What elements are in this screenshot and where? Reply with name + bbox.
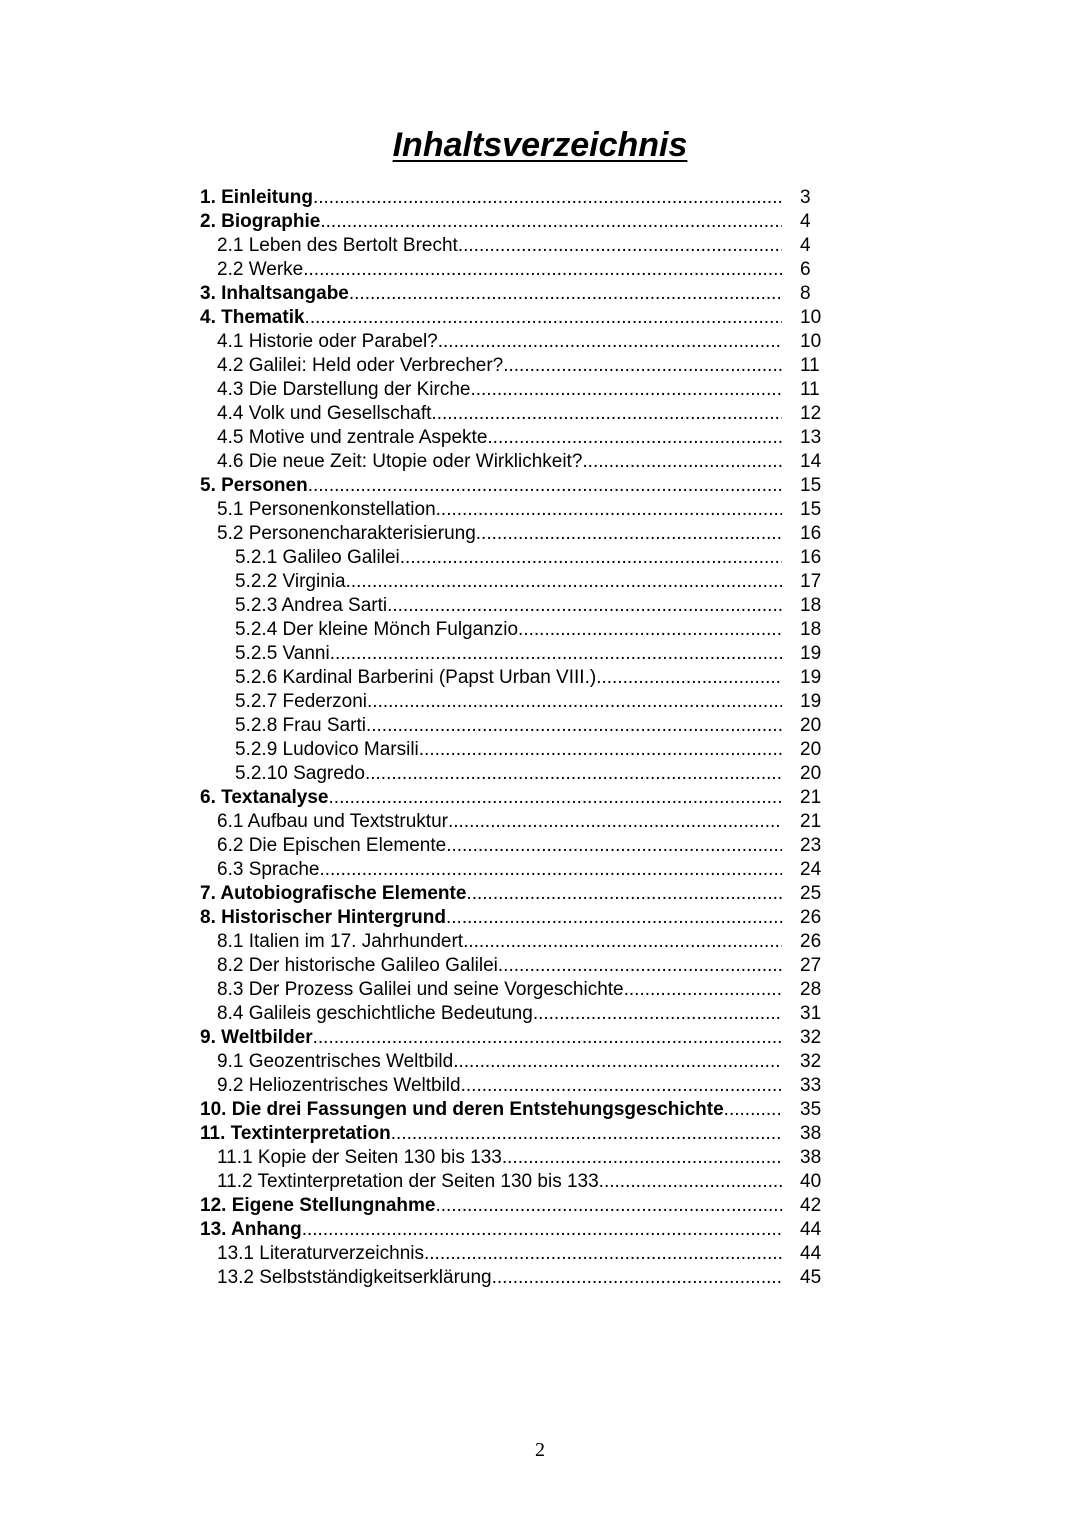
toc-entry xyxy=(200,186,830,210)
toc-entry xyxy=(200,978,830,1002)
toc-entry-text xyxy=(200,834,782,858)
toc-entry-text xyxy=(200,1026,782,1050)
toc-entry xyxy=(200,474,830,498)
toc-entry-page: 10 xyxy=(800,307,822,328)
toc-entry-text xyxy=(200,426,782,450)
toc-entry-text xyxy=(200,1074,782,1098)
toc-entry-label: 9. Weltbilder xyxy=(200,1027,313,1048)
toc-entry-label: 9.2 Heliozentrisches Weltbild xyxy=(217,1075,461,1096)
toc-entry-page: 44 xyxy=(800,1219,822,1240)
toc-entry-text xyxy=(200,882,782,906)
toc-entry-page: 23 xyxy=(800,835,822,856)
toc-entry-label: 2.1 Leben des Bertolt Brecht xyxy=(217,235,458,256)
toc-entry-page: 18 xyxy=(800,619,822,640)
toc-entry-text xyxy=(200,330,782,354)
toc-entry-page: 4 xyxy=(800,211,811,232)
toc-entry-label: 2. Biographie xyxy=(200,211,321,232)
toc-entry xyxy=(200,498,830,522)
toc-entry-label: 12. Eigene Stellungnahme xyxy=(200,1195,436,1216)
toc-dot-leader xyxy=(502,1146,782,1170)
toc-entry-text xyxy=(200,618,782,642)
toc-entry-text xyxy=(200,1050,782,1074)
toc-entry-label: 5.2.9 Ludovico Marsili xyxy=(235,739,419,760)
toc-entry-page: 31 xyxy=(800,1003,822,1024)
toc-entry xyxy=(200,1170,830,1194)
toc-entry xyxy=(200,666,830,690)
toc-dot-leader xyxy=(313,1026,782,1050)
toc-dot-leader xyxy=(463,930,782,954)
toc-entry-text xyxy=(200,282,782,306)
toc-entry xyxy=(200,1146,830,1170)
toc-entry-label: 6.3 Sprache xyxy=(217,859,320,880)
toc-entry-page: 33 xyxy=(800,1075,822,1096)
toc-entry-text xyxy=(200,258,782,282)
toc-dot-leader xyxy=(400,546,782,570)
toc-entry xyxy=(200,594,830,618)
toc-entry-label: 4.4 Volk und Gesellschaft xyxy=(217,403,432,424)
toc-dot-leader xyxy=(487,426,782,450)
toc-dot-leader xyxy=(435,1194,782,1218)
toc-entry-page: 32 xyxy=(800,1027,822,1048)
toc-entry-text xyxy=(200,570,782,594)
toc-entry-page: 26 xyxy=(800,907,822,928)
toc-entry-text xyxy=(200,858,782,882)
toc-entry-page: 13 xyxy=(800,427,822,448)
toc-entry-page: 20 xyxy=(800,763,822,784)
toc-entry xyxy=(200,282,830,306)
toc-entry-page: 32 xyxy=(800,1051,822,1072)
toc-entry xyxy=(200,1098,830,1122)
toc-entry-label: 8.2 Der historische Galileo Galilei xyxy=(217,955,498,976)
toc-dot-leader xyxy=(346,570,782,594)
toc-dot-leader xyxy=(431,402,782,426)
toc-entry xyxy=(200,378,830,402)
toc-entry-text xyxy=(200,522,782,546)
toc-entry-label: 5.2.10 Sagredo xyxy=(235,763,365,784)
toc-entry xyxy=(200,330,830,354)
toc-dot-leader xyxy=(533,1002,782,1026)
toc-entry-label: 11.2 Textinterpretation der Seiten 130 bis 133 xyxy=(217,1171,599,1192)
toc-entry-label: 13. Anhang xyxy=(200,1219,302,1240)
toc-entry xyxy=(200,210,830,234)
toc-dot-leader xyxy=(624,978,782,1002)
toc-entry-page: 19 xyxy=(800,691,822,712)
toc-entry-label: 5.2.2 Virginia xyxy=(235,571,346,592)
toc-entry xyxy=(200,1026,830,1050)
toc-entry-text xyxy=(200,306,782,330)
toc-dot-leader xyxy=(582,450,782,474)
toc-dot-leader xyxy=(366,714,782,738)
toc-entry-label: 5.1 Personenkonstellation xyxy=(217,499,436,520)
toc-dot-leader xyxy=(391,1122,782,1146)
toc-entry xyxy=(200,1218,830,1242)
toc-dot-leader xyxy=(387,594,782,618)
toc-dot-leader xyxy=(446,906,782,930)
toc-entry-page: 40 xyxy=(800,1171,822,1192)
toc-dot-leader xyxy=(498,954,782,978)
toc-entry-label: 8. Historischer Hintergrund xyxy=(200,907,446,928)
toc-entry xyxy=(200,522,830,546)
toc-entry xyxy=(200,450,830,474)
toc-entry-text xyxy=(200,354,782,378)
toc-entry-text xyxy=(200,1002,782,1026)
toc-entry-label: 5.2.5 Vanni xyxy=(235,643,330,664)
page-title: Inhaltsverzeichnis xyxy=(392,126,688,164)
toc-entry xyxy=(200,402,830,426)
toc-dot-leader xyxy=(466,882,782,906)
toc-entry-text xyxy=(200,690,782,714)
toc-entry-page: 16 xyxy=(800,523,822,544)
toc-entry-text xyxy=(200,186,782,210)
toc-dot-leader xyxy=(518,618,782,642)
page-number: 2 xyxy=(535,1439,545,1461)
toc-dot-leader xyxy=(349,282,782,306)
toc-entry-text xyxy=(200,498,782,522)
toc-entry-label: 8.1 Italien im 17. Jahrhundert xyxy=(217,931,464,952)
toc-entry-text xyxy=(200,1146,782,1170)
toc-entry-label: 1. Einleitung xyxy=(200,187,313,208)
toc-entry-page: 11 xyxy=(800,355,820,376)
toc-entry-text xyxy=(200,234,782,258)
toc-dot-leader xyxy=(424,1242,782,1266)
toc-entry xyxy=(200,1050,830,1074)
toc-entry xyxy=(200,882,830,906)
toc-entry-label: 13.2 Selbstständigkeitserklärung xyxy=(217,1267,492,1288)
toc-dot-leader xyxy=(492,1266,782,1290)
toc-entry-page: 26 xyxy=(800,931,822,952)
toc-entry-label: 4.6 Die neue Zeit: Utopie oder Wirklichkeit? xyxy=(217,451,583,472)
toc-entry-label: 6.2 Die Epischen Elemente xyxy=(217,835,447,856)
toc-entry-label: 5.2.4 Der kleine Mönch Fulganzio xyxy=(235,619,519,640)
toc-dot-leader xyxy=(448,810,782,834)
toc-entry-label: 5.2.3 Andrea Sarti xyxy=(235,595,388,616)
toc-dot-leader xyxy=(453,1050,782,1074)
toc-entry-label: 11. Textinterpretation xyxy=(200,1123,391,1144)
toc-entry xyxy=(200,258,830,282)
toc-dot-leader xyxy=(470,378,782,402)
toc-entry-page: 25 xyxy=(800,883,822,904)
toc-entry xyxy=(200,1242,830,1266)
toc-entry-label: 5.2.8 Frau Sarti xyxy=(235,715,366,736)
toc-dot-leader xyxy=(436,498,782,522)
toc-entry-page: 6 xyxy=(800,259,811,280)
toc-entry-page: 19 xyxy=(800,667,822,688)
toc-entry-page: 8 xyxy=(800,283,811,304)
toc-dot-leader xyxy=(313,186,782,210)
toc-dot-leader xyxy=(476,522,782,546)
toc-entry xyxy=(200,570,830,594)
toc-entry-label: 11.1 Kopie der Seiten 130 bis 133 xyxy=(217,1147,502,1168)
table-of-contents xyxy=(200,186,830,1290)
toc-entry-label: 7. Autobiografische Elemente xyxy=(200,883,467,904)
toc-dot-leader xyxy=(367,690,782,714)
toc-dot-leader xyxy=(320,210,782,234)
toc-dot-leader xyxy=(446,834,782,858)
toc-dot-leader xyxy=(329,786,782,810)
toc-entry-page: 21 xyxy=(800,787,822,808)
toc-entry-page: 28 xyxy=(800,979,822,1000)
toc-entry-text xyxy=(200,642,782,666)
toc-entry xyxy=(200,354,830,378)
toc-dot-leader xyxy=(599,1170,782,1194)
toc-entry-page: 16 xyxy=(800,547,822,568)
toc-entry-page: 45 xyxy=(800,1267,822,1288)
toc-entry-label: 4.3 Die Darstellung der Kirche xyxy=(217,379,471,400)
toc-entry xyxy=(200,546,830,570)
toc-dot-leader xyxy=(365,762,782,786)
toc-entry xyxy=(200,738,830,762)
toc-dot-leader xyxy=(308,474,782,498)
toc-entry-text xyxy=(200,1218,782,1242)
toc-entry-text xyxy=(200,474,782,498)
toc-entry xyxy=(200,618,830,642)
toc-entry xyxy=(200,906,830,930)
toc-entry-page: 12 xyxy=(800,403,822,424)
toc-entry xyxy=(200,762,830,786)
toc-entry-page: 3 xyxy=(800,187,811,208)
toc-entry-label: 4.5 Motive und zentrale Aspekte xyxy=(217,427,488,448)
toc-entry-page: 38 xyxy=(800,1147,822,1168)
toc-entry-page: 44 xyxy=(800,1243,822,1264)
toc-entry-page: 21 xyxy=(800,811,822,832)
toc-entry xyxy=(200,954,830,978)
toc-entry-text xyxy=(200,810,782,834)
toc-entry xyxy=(200,306,830,330)
toc-dot-leader xyxy=(724,1098,782,1122)
toc-entry-page: 20 xyxy=(800,715,822,736)
toc-entry xyxy=(200,858,830,882)
toc-entry xyxy=(200,786,830,810)
toc-entry xyxy=(200,834,830,858)
toc-entry xyxy=(200,1002,830,1026)
toc-entry-text xyxy=(200,714,782,738)
toc-entry-text xyxy=(200,1098,782,1122)
toc-entry-page: 19 xyxy=(800,643,822,664)
toc-entry-text xyxy=(200,978,782,1002)
toc-entry-label: 5.2.6 Kardinal Barberini (Papst Urban VIII.) xyxy=(235,667,597,688)
toc-entry-text xyxy=(200,786,782,810)
toc-entry-text xyxy=(200,1266,782,1290)
toc-entry-text xyxy=(200,906,782,930)
toc-entry xyxy=(200,1194,830,1218)
toc-entry-label: 4. Thematik xyxy=(200,307,305,328)
toc-entry-label: 5.2.7 Federzoni xyxy=(235,691,368,712)
toc-entry-page: 35 xyxy=(800,1099,822,1120)
toc-entry-label: 5.2 Personencharakterisierung xyxy=(217,523,476,544)
toc-entry-text xyxy=(200,594,782,618)
toc-entry xyxy=(200,426,830,450)
toc-entry-label: 4.1 Historie oder Parabel? xyxy=(217,331,438,352)
toc-entry-label: 9.1 Geozentrisches Weltbild xyxy=(217,1051,454,1072)
toc-dot-leader xyxy=(503,354,782,378)
toc-entry-label: 3. Inhaltsangabe xyxy=(200,283,349,304)
toc-dot-leader xyxy=(319,858,782,882)
toc-dot-leader xyxy=(461,1074,782,1098)
toc-entry-text xyxy=(200,666,782,690)
toc-dot-leader xyxy=(302,1218,782,1242)
toc-entry-label: 8.3 Der Prozess Galilei und seine Vorgeschichte xyxy=(217,979,624,1000)
toc-dot-leader xyxy=(596,666,782,690)
toc-entry-label: 13.1 Literaturverzeichnis xyxy=(217,1243,424,1264)
toc-dot-leader xyxy=(419,738,782,762)
toc-entry xyxy=(200,1266,830,1290)
toc-entry-page: 38 xyxy=(800,1123,822,1144)
toc-dot-leader xyxy=(458,234,782,258)
toc-entry-text xyxy=(200,954,782,978)
toc-dot-leader xyxy=(330,642,782,666)
toc-entry-label: 8.4 Galileis geschichtliche Bedeutung xyxy=(217,1003,533,1024)
toc-entry-text xyxy=(200,738,782,762)
toc-entry xyxy=(200,642,830,666)
toc-entry-label: 5.2.1 Galileo Galilei xyxy=(235,547,400,568)
toc-entry-text xyxy=(200,1194,782,1218)
toc-entry-page: 24 xyxy=(800,859,822,880)
toc-entry xyxy=(200,1122,830,1146)
toc-entry-page: 42 xyxy=(800,1195,822,1216)
toc-entry xyxy=(200,690,830,714)
toc-entry xyxy=(200,810,830,834)
toc-entry-page: 4 xyxy=(800,235,811,256)
toc-entry-text xyxy=(200,378,782,402)
toc-entry xyxy=(200,714,830,738)
toc-dot-leader xyxy=(305,306,782,330)
toc-entry-label: 6. Textanalyse xyxy=(200,787,329,808)
toc-entry xyxy=(200,930,830,954)
toc-entry-page: 17 xyxy=(800,571,822,592)
toc-entry-label: 5. Personen xyxy=(200,475,308,496)
toc-entry-text xyxy=(200,210,782,234)
toc-entry-text xyxy=(200,1242,782,1266)
toc-entry xyxy=(200,234,830,258)
toc-entry-page: 18 xyxy=(800,595,822,616)
toc-entry-text xyxy=(200,930,782,954)
toc-dot-leader xyxy=(303,258,782,282)
toc-entry-text xyxy=(200,1122,782,1146)
toc-entry-page: 20 xyxy=(800,739,822,760)
toc-entry-page: 27 xyxy=(800,955,822,976)
toc-dot-leader xyxy=(438,330,782,354)
toc-entry-label: 4.2 Galilei: Held oder Verbrecher? xyxy=(217,355,504,376)
toc-entry-page: 15 xyxy=(800,475,822,496)
toc-entry-page: 10 xyxy=(800,331,822,352)
toc-entry-text xyxy=(200,762,782,786)
toc-entry-label: 10. Die drei Fassungen und deren Entstehungsgeschichte xyxy=(200,1099,724,1120)
toc-entry-text xyxy=(200,1170,782,1194)
toc-entry-text xyxy=(200,450,782,474)
toc-entry-page: 15 xyxy=(800,499,822,520)
toc-entry-label: 2.2 Werke xyxy=(217,259,304,280)
toc-entry xyxy=(200,1074,830,1098)
toc-entry-label: 6.1 Aufbau und Textstruktur xyxy=(217,811,448,832)
toc-entry-page: 14 xyxy=(800,451,822,472)
toc-entry-page: 11 xyxy=(800,379,820,400)
toc-entry-text xyxy=(200,402,782,426)
toc-entry-text xyxy=(200,546,782,570)
